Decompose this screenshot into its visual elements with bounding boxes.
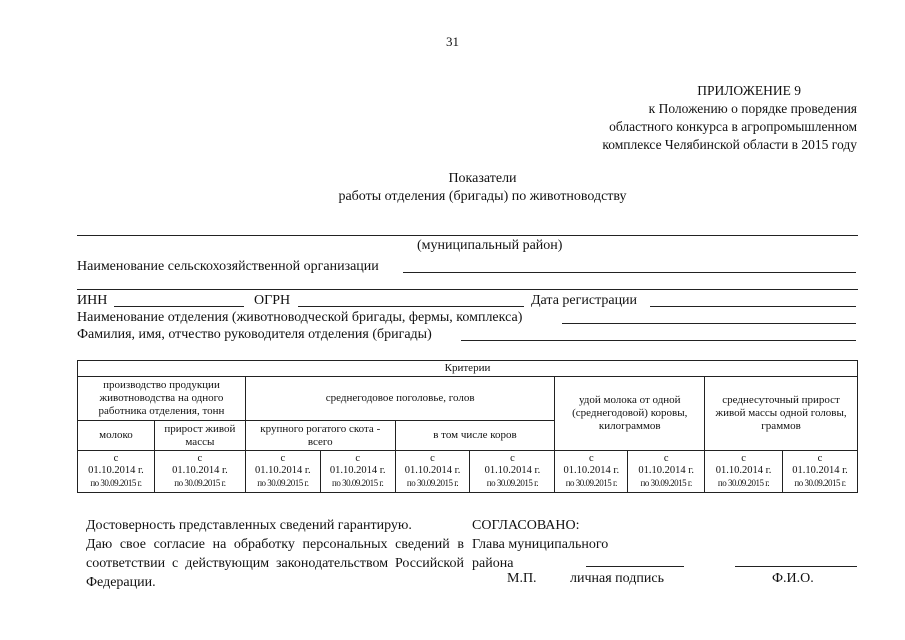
page-number: 31 <box>446 34 459 49</box>
period-cell: с 01.10.2014 г. по 30.09.2015 г. <box>628 451 705 493</box>
period-cell: с 01.10.2014 г. по 30.09.2015 г. <box>783 451 858 493</box>
reg-date-field-line[interactable] <box>650 306 856 307</box>
appendix-header <box>602 82 857 154</box>
sub-cows-header: в том числе коров <box>395 421 555 451</box>
inn-field-line[interactable] <box>114 306 244 307</box>
document-title-line1: Показатели <box>448 171 517 186</box>
period-cell: с 01.10.2014 г. по 30.09.2015 г. <box>395 451 470 493</box>
head-title-line2: района <box>472 556 514 571</box>
head-label: Фамилия, имя, отчество руководителя отделения (бригады) <box>77 327 432 342</box>
department-label: Наименование отделения (животноводческой бригады, фермы, комплекса) <box>77 310 523 325</box>
org-field-line-2[interactable] <box>77 289 858 290</box>
head-field-line[interactable] <box>461 340 856 341</box>
period-cell: с 01.10.2014 г. по 30.09.2015 г. <box>154 451 245 493</box>
head-title-line1: Глава муниципального <box>472 537 609 552</box>
ogrn-field-line[interactable] <box>298 306 524 307</box>
document-title-line2: работы отделения (бригады) по животноводству <box>338 189 627 204</box>
appendix-line: к Положению о порядке проведения <box>648 101 857 116</box>
period-cell: с 01.10.2014 г. по 30.09.2015 г. <box>320 451 395 493</box>
criteria-header: Критерии <box>78 361 858 377</box>
period-row <box>78 451 858 493</box>
group-milk-header: удой молока от одной (среднегодовой) коровы, килограммов <box>555 377 705 451</box>
group-livestock-header: среднегодовое поголовье, голов <box>245 377 555 421</box>
district-caption: (муниципальный район) <box>417 238 563 253</box>
sub-cattle-header: крупного рогатого скота - всего <box>245 421 395 451</box>
consent-line2: Даю свое согласие на обработку персональных сведений в соответствии с действующим законодательством Российской Федерации. <box>86 537 464 590</box>
department-field-line[interactable] <box>562 323 856 324</box>
group-gain-header: среднесуточный прирост живой массы одной головы, граммов <box>705 377 858 451</box>
district-field-line[interactable] <box>77 235 858 236</box>
consent-block <box>86 516 464 592</box>
reg-date-label: Дата регистрации <box>531 293 638 308</box>
period-cell: с 01.10.2014 г. по 30.09.2015 г. <box>555 451 628 493</box>
fio-field-line[interactable] <box>735 566 857 567</box>
approved-label: СОГЛАСОВАНО: <box>472 518 580 533</box>
group-production-header: производство продукции животноводства на одного работника отделения, тонн <box>78 377 246 421</box>
stamp-label: М.П. <box>507 571 537 586</box>
fio-label: Ф.И.О. <box>772 571 814 586</box>
approval-block <box>472 516 608 573</box>
signature-label: личная подпись <box>570 571 664 586</box>
org-field-line[interactable] <box>403 272 856 273</box>
sub-milk-header: молоко <box>78 421 155 451</box>
appendix-title: ПРИЛОЖЕНИЕ 9 <box>697 83 801 98</box>
ogrn-label: ОГРН <box>254 293 291 308</box>
period-cell: с 01.10.2014 г. по 30.09.2015 г. <box>705 451 783 493</box>
consent-line1: Достоверность представленных сведений гарантирую. <box>86 518 412 533</box>
document-title <box>0 170 905 206</box>
appendix-line: областного конкурса в агропромышленном <box>609 119 857 134</box>
period-cell: с 01.10.2014 г. по 30.09.2015 г. <box>78 451 155 493</box>
org-label: Наименование сельскохозяйственной организации <box>77 259 379 274</box>
sub-gain-header: прирост живой массы <box>154 421 245 451</box>
inn-label: ИНН <box>77 293 108 308</box>
appendix-line: комплексе Челябинской области в 2015 году <box>602 137 857 152</box>
criteria-table <box>77 360 858 493</box>
period-cell: с 01.10.2014 г. по 30.09.2015 г. <box>245 451 320 493</box>
signature-field-line[interactable] <box>586 566 684 567</box>
period-cell: с 01.10.2014 г. по 30.09.2015 г. <box>470 451 555 493</box>
